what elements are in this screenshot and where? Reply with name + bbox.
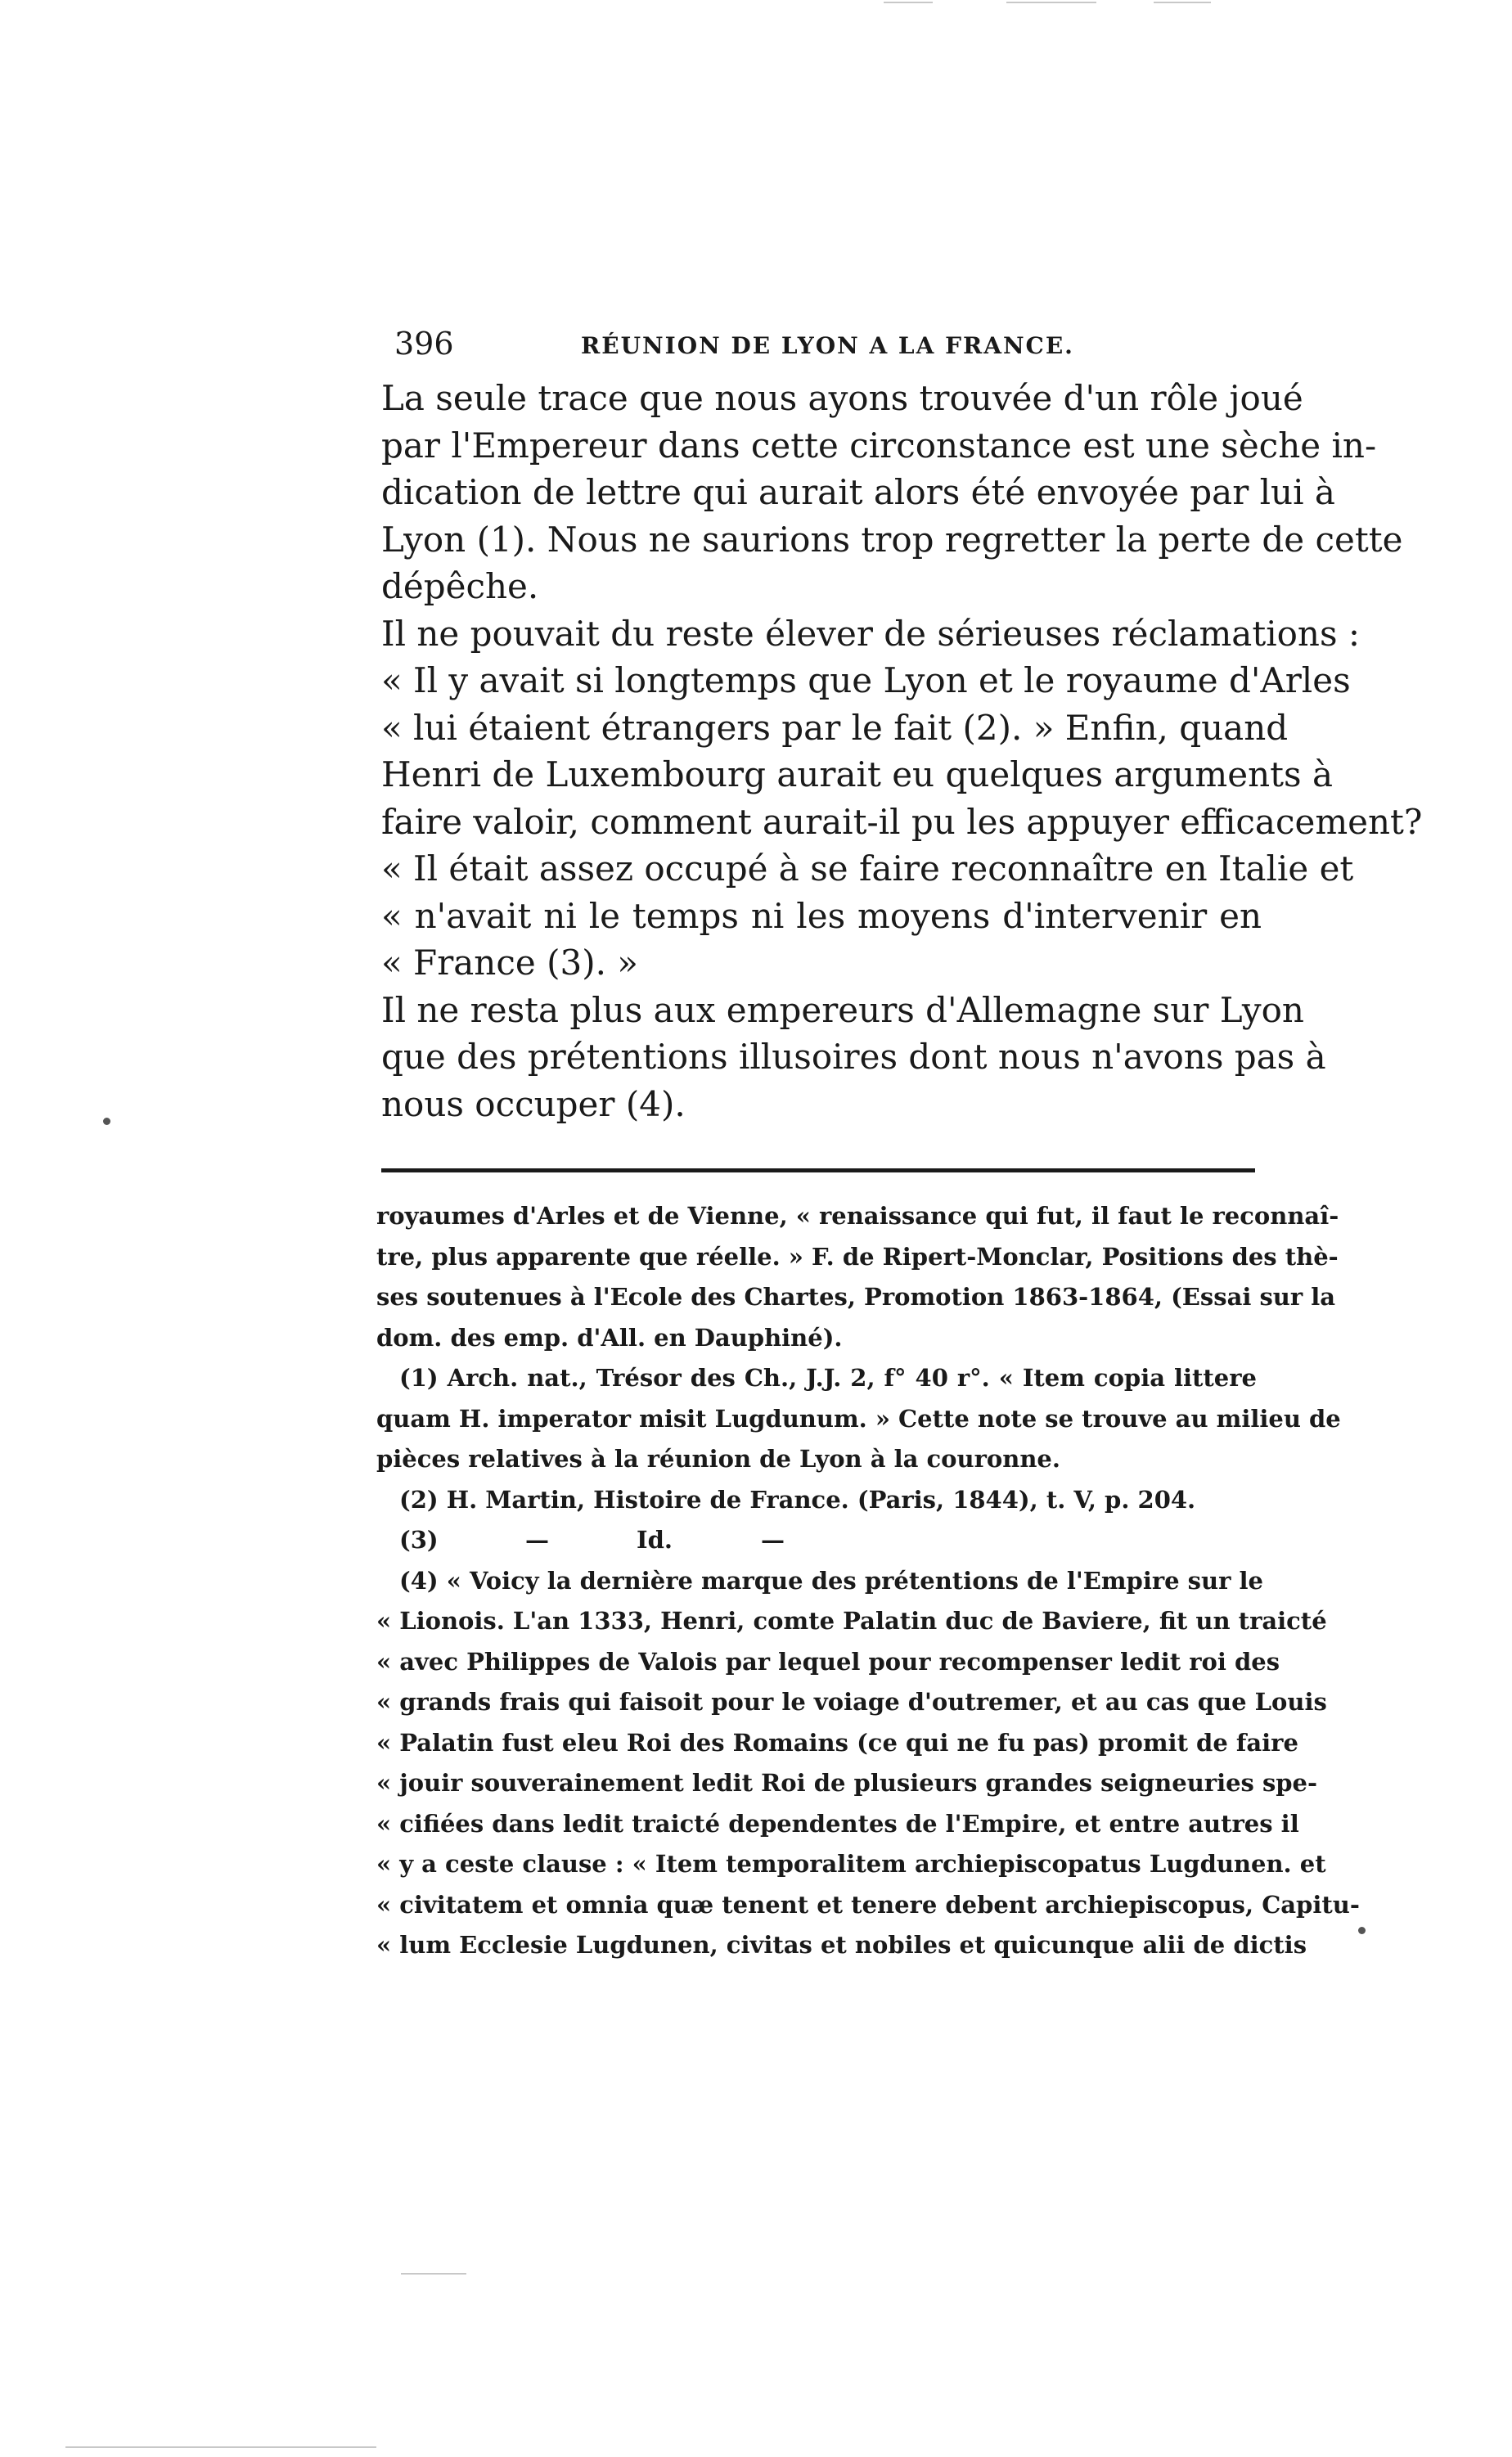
text-line: faire valoir, comment aurait-il pu les appuyer efficacement?	[381, 801, 1423, 842]
scan-edge-mark	[1006, 2, 1096, 3]
footnote-4-line: « Palatin fust eleu Roi des Romains (ce qui ne fu pas) promit de faire	[376, 1728, 1298, 1757]
scan-edge-mark	[1154, 2, 1211, 3]
footnote-2: (2) H. Martin, Histoire de France. (Paris, 1844), t. V, p. 204.	[399, 1485, 1196, 1514]
text-line: Il ne pouvait du reste élever de sérieuses réclamations :	[381, 613, 1361, 654]
footnote-4-line: « Lionois. L'an 1333, Henri, comte Palatin duc de Baviere, fit un traicté	[376, 1607, 1327, 1635]
scan-edge-mark	[401, 2273, 466, 2275]
footnote-3-id: Id.	[637, 1526, 673, 1554]
footnote-4-line: « y a ceste clause : « Item temporalitem archiepiscopatus Lugdunen. et	[376, 1850, 1326, 1878]
text-line: par l'Empereur dans cette circonstance est une sèche in-	[381, 425, 1377, 466]
page-number: 396	[394, 326, 454, 362]
footnote-line: tre, plus apparente que réelle. » F. de Ripert-Monclar, Positions des thè-	[376, 1242, 1339, 1271]
ink-speck	[1358, 1927, 1366, 1934]
text-line: « n'avait ni le temps ni les moyens d'intervenir en	[381, 895, 1262, 936]
text-line: Henri de Luxembourg aurait eu quelques arguments à	[381, 754, 1333, 794]
footnote-4-line: « civitatem et omnia quæ tenent et tenere debent archiepiscopus, Capitu-	[376, 1890, 1360, 1919]
footnote-3-number: (3)	[399, 1526, 439, 1554]
running-title: RÉUNION DE LYON A LA FRANCE.	[581, 332, 1074, 359]
footnote-separator	[381, 1168, 1255, 1172]
text-line: « France (3). »	[381, 943, 638, 983]
footnote-4-line: « cifiées dans ledit traicté dependentes de l'Empire, et entre autres il	[376, 1809, 1299, 1838]
text-line: nous occuper (4).	[381, 1083, 686, 1124]
footnote-4-line: « jouir souverainement ledit Roi de plusieurs grandes seigneuries spe-	[376, 1769, 1318, 1797]
footnote-1-line: (1) Arch. nat., Trésor des Ch., J.J. 2, f° 40 r°. « Item copia littere	[399, 1364, 1257, 1392]
footnote-1-line: pièces relatives à la réunion de Lyon à la couronne.	[376, 1445, 1060, 1473]
footnote-4-line: « grands frais qui faisoit pour le voiage d'outremer, et au cas que Louis	[376, 1688, 1327, 1716]
text-line: dication de lettre qui aurait alors été envoyée par lui à	[381, 472, 1335, 512]
footnote-4-line: « lum Ecclesie Lugdunen, civitas et nobiles et quicunque alii de dictis	[376, 1931, 1307, 1959]
footnote-line: dom. des emp. d'All. en Dauphiné).	[376, 1323, 843, 1352]
footnote-4-line: (4) « Voicy la dernière marque des prétentions de l'Empire sur le	[399, 1566, 1263, 1595]
text-line: « Il y avait si longtemps que Lyon et le royaume d'Arles	[381, 660, 1351, 700]
footnote-line: ses soutenues à l'Ecole des Chartes, Promotion 1863-1864, (Essai sur la	[376, 1283, 1336, 1311]
scan-edge-mark	[884, 2, 933, 3]
ink-speck	[103, 1118, 110, 1125]
footnote-3-dash: —	[761, 1526, 785, 1554]
footnotes	[376, 1196, 1360, 1966]
text-line: dépêche.	[381, 566, 539, 606]
text-line: que des prétentions illusoires dont nous n'avons pas à	[381, 1037, 1326, 1077]
footnote-line: royaumes d'Arles et de Vienne, « renaissance qui fut, il faut le reconnaî-	[376, 1202, 1339, 1230]
footnote-4-line: « avec Philippes de Valois par lequel pour recompenser ledit roi des	[376, 1647, 1280, 1676]
scan-edge-mark	[65, 2446, 376, 2448]
footnote-3-dash: —	[525, 1526, 549, 1554]
footnote-1-line: quam H. imperator misit Lugdunum. » Cette note se trouve au milieu de	[376, 1404, 1341, 1433]
text-line: La seule trace que nous ayons trouvée d'un rôle joué	[381, 378, 1303, 418]
text-line: Il ne resta plus aux empereurs d'Allemagne sur Lyon	[381, 989, 1304, 1030]
footnote-3	[376, 1520, 1257, 1561]
text-line: Lyon (1). Nous ne saurions trop regretter la perte de cette	[381, 519, 1403, 560]
text-line: « lui étaient étrangers par le fait (2). » Enfin, quand	[381, 707, 1289, 748]
main-text	[381, 375, 1423, 1127]
text-line: « Il était assez occupé à se faire reconnaître en Italie et	[381, 848, 1354, 889]
page-header	[394, 326, 1294, 367]
